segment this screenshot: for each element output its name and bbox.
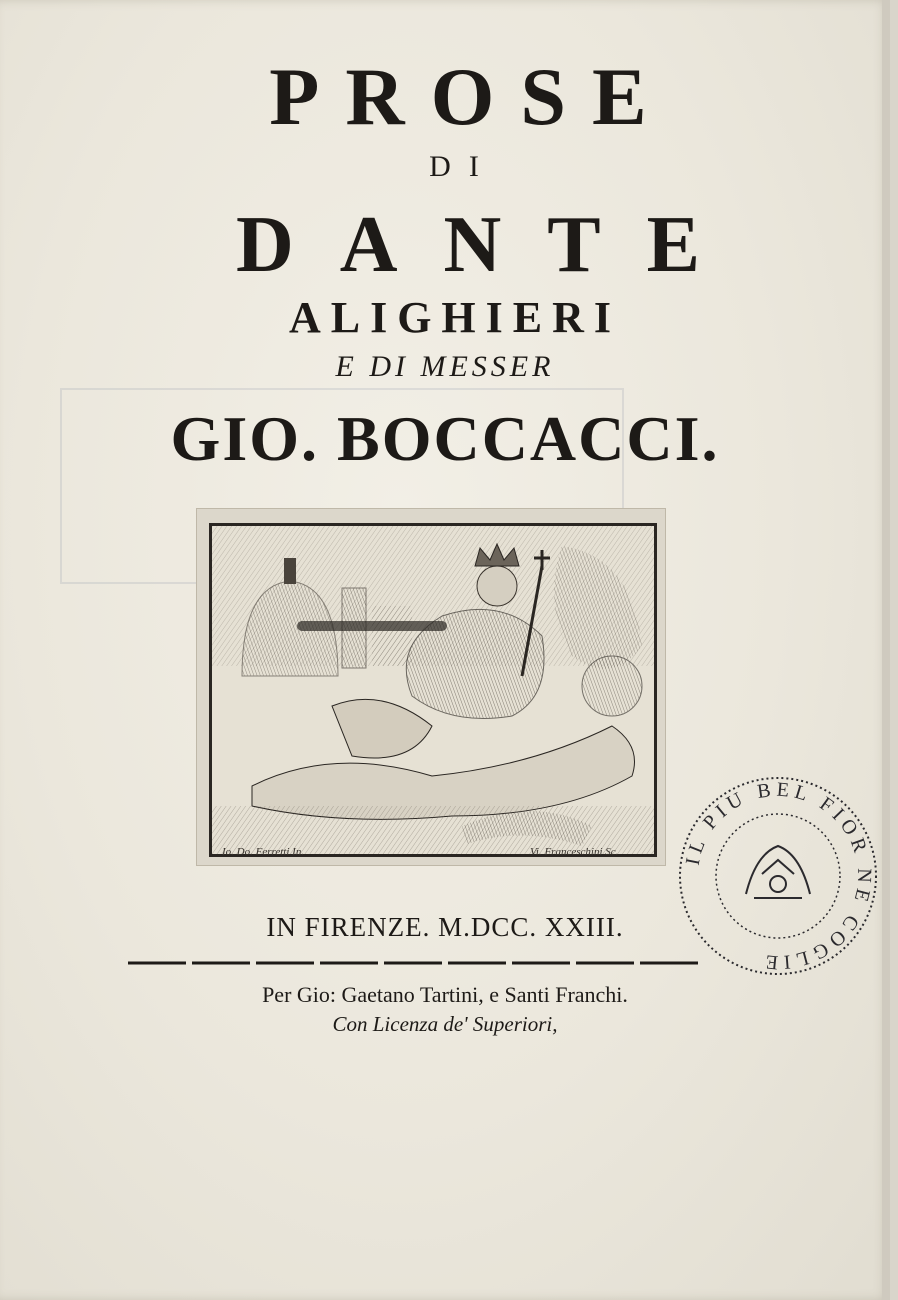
engraving-signature-engraver: Vi. Franceschini Sc. <box>530 846 619 858</box>
engraving-image <box>209 523 657 857</box>
imprint-printer: Per Gio: Gaetano Tartini, e Santi Franchi. <box>262 982 628 1007</box>
title-prose: PROSE <box>269 51 673 142</box>
engraving-plate <box>196 508 666 866</box>
stamp-emblem-icon <box>746 846 810 898</box>
engraving-signature-designer: Io. Do. Ferretti In. <box>222 846 305 858</box>
title-boccacci: GIO. BOCCACCI. <box>170 403 720 474</box>
title-dante: DANTE <box>235 201 747 289</box>
imprint-divider-rule <box>128 960 700 966</box>
title-di: DI <box>429 150 497 183</box>
title-e-di-messer: E DI MESSER <box>335 350 555 383</box>
page-edge <box>882 0 890 1300</box>
title-alighieri: ALIGHIERI <box>288 293 622 342</box>
imprint-license: Con Licenza de' Superiori, <box>332 1012 558 1036</box>
library-stamp <box>676 774 880 978</box>
imprint-place-date: IN FIRENZE. M.DCC. XXIII. <box>266 912 624 942</box>
stamp-legend: IL PIU BEL FIOR NE COGLIE <box>681 778 876 974</box>
